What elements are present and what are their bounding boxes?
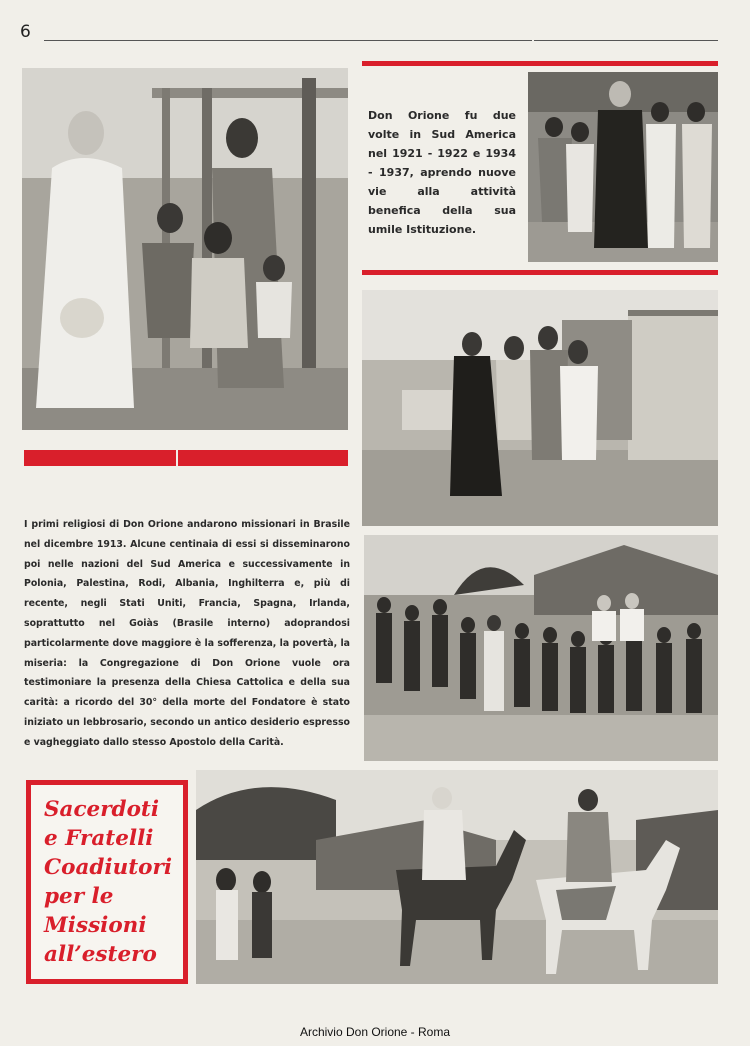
photo-riders-on-mules bbox=[196, 770, 718, 984]
photo-priest-at-shack bbox=[362, 290, 718, 526]
red-divider-left-a bbox=[24, 450, 176, 466]
red-rule-middle bbox=[362, 270, 718, 275]
article-body: I primi religiosi di Don Orione andarono missionari in Brasile nel dicembre 1913. Alcune centinaia di essi si disseminarono poi nelle nazioni del Sud America e successivamente in Polonia, Palestina, Rodi, Albania, Inghilterra e, più di recente, negli Stati Uniti, Francia, Spagna, Irlanda, soprattutto nel Goiàs (Brasile interno) adoprandosi particolarmente dove maggiore è la sofferenza, la povertà, la miseria: la Congregazione di Don Orione vuole ora testimoniare la presenza della Chiesa Cattolica e della sua carità: a ricordo del 30° della morte del Fondatore è stato iniziato un lebbrosario, secondo un antico desiderio espresso e vagheggiato dallo stesso Apostolo della Carità. bbox=[24, 519, 350, 748]
top-rule bbox=[44, 40, 532, 41]
photo-caption: Don Orione fu due volte in Sud America nel 1921 - 1922 e 1934 - 1937, aprendo nuove vie alla attività benefica della sua umile Istituzione. bbox=[368, 109, 516, 236]
photo-priest-with-children bbox=[22, 68, 348, 430]
headline-line: e Fratelli bbox=[44, 826, 154, 851]
headline-line: Coadiutori bbox=[44, 855, 172, 880]
footer-archive-credit: Archivio Don Orione - Roma bbox=[299, 1025, 451, 1039]
headline-box bbox=[26, 780, 188, 984]
photo-village-children bbox=[364, 535, 718, 761]
headline-line: Missioni bbox=[44, 913, 147, 938]
red-divider-left-b bbox=[178, 450, 348, 466]
top-rule-right bbox=[534, 40, 718, 41]
page-number: 6 bbox=[20, 22, 31, 42]
photo-don-orione-with-boys bbox=[528, 72, 718, 262]
headline-line: per le bbox=[44, 884, 114, 909]
headline-line: all’estero bbox=[44, 942, 157, 967]
red-rule-top bbox=[362, 61, 718, 66]
headline-line: Sacerdoti bbox=[44, 797, 160, 822]
